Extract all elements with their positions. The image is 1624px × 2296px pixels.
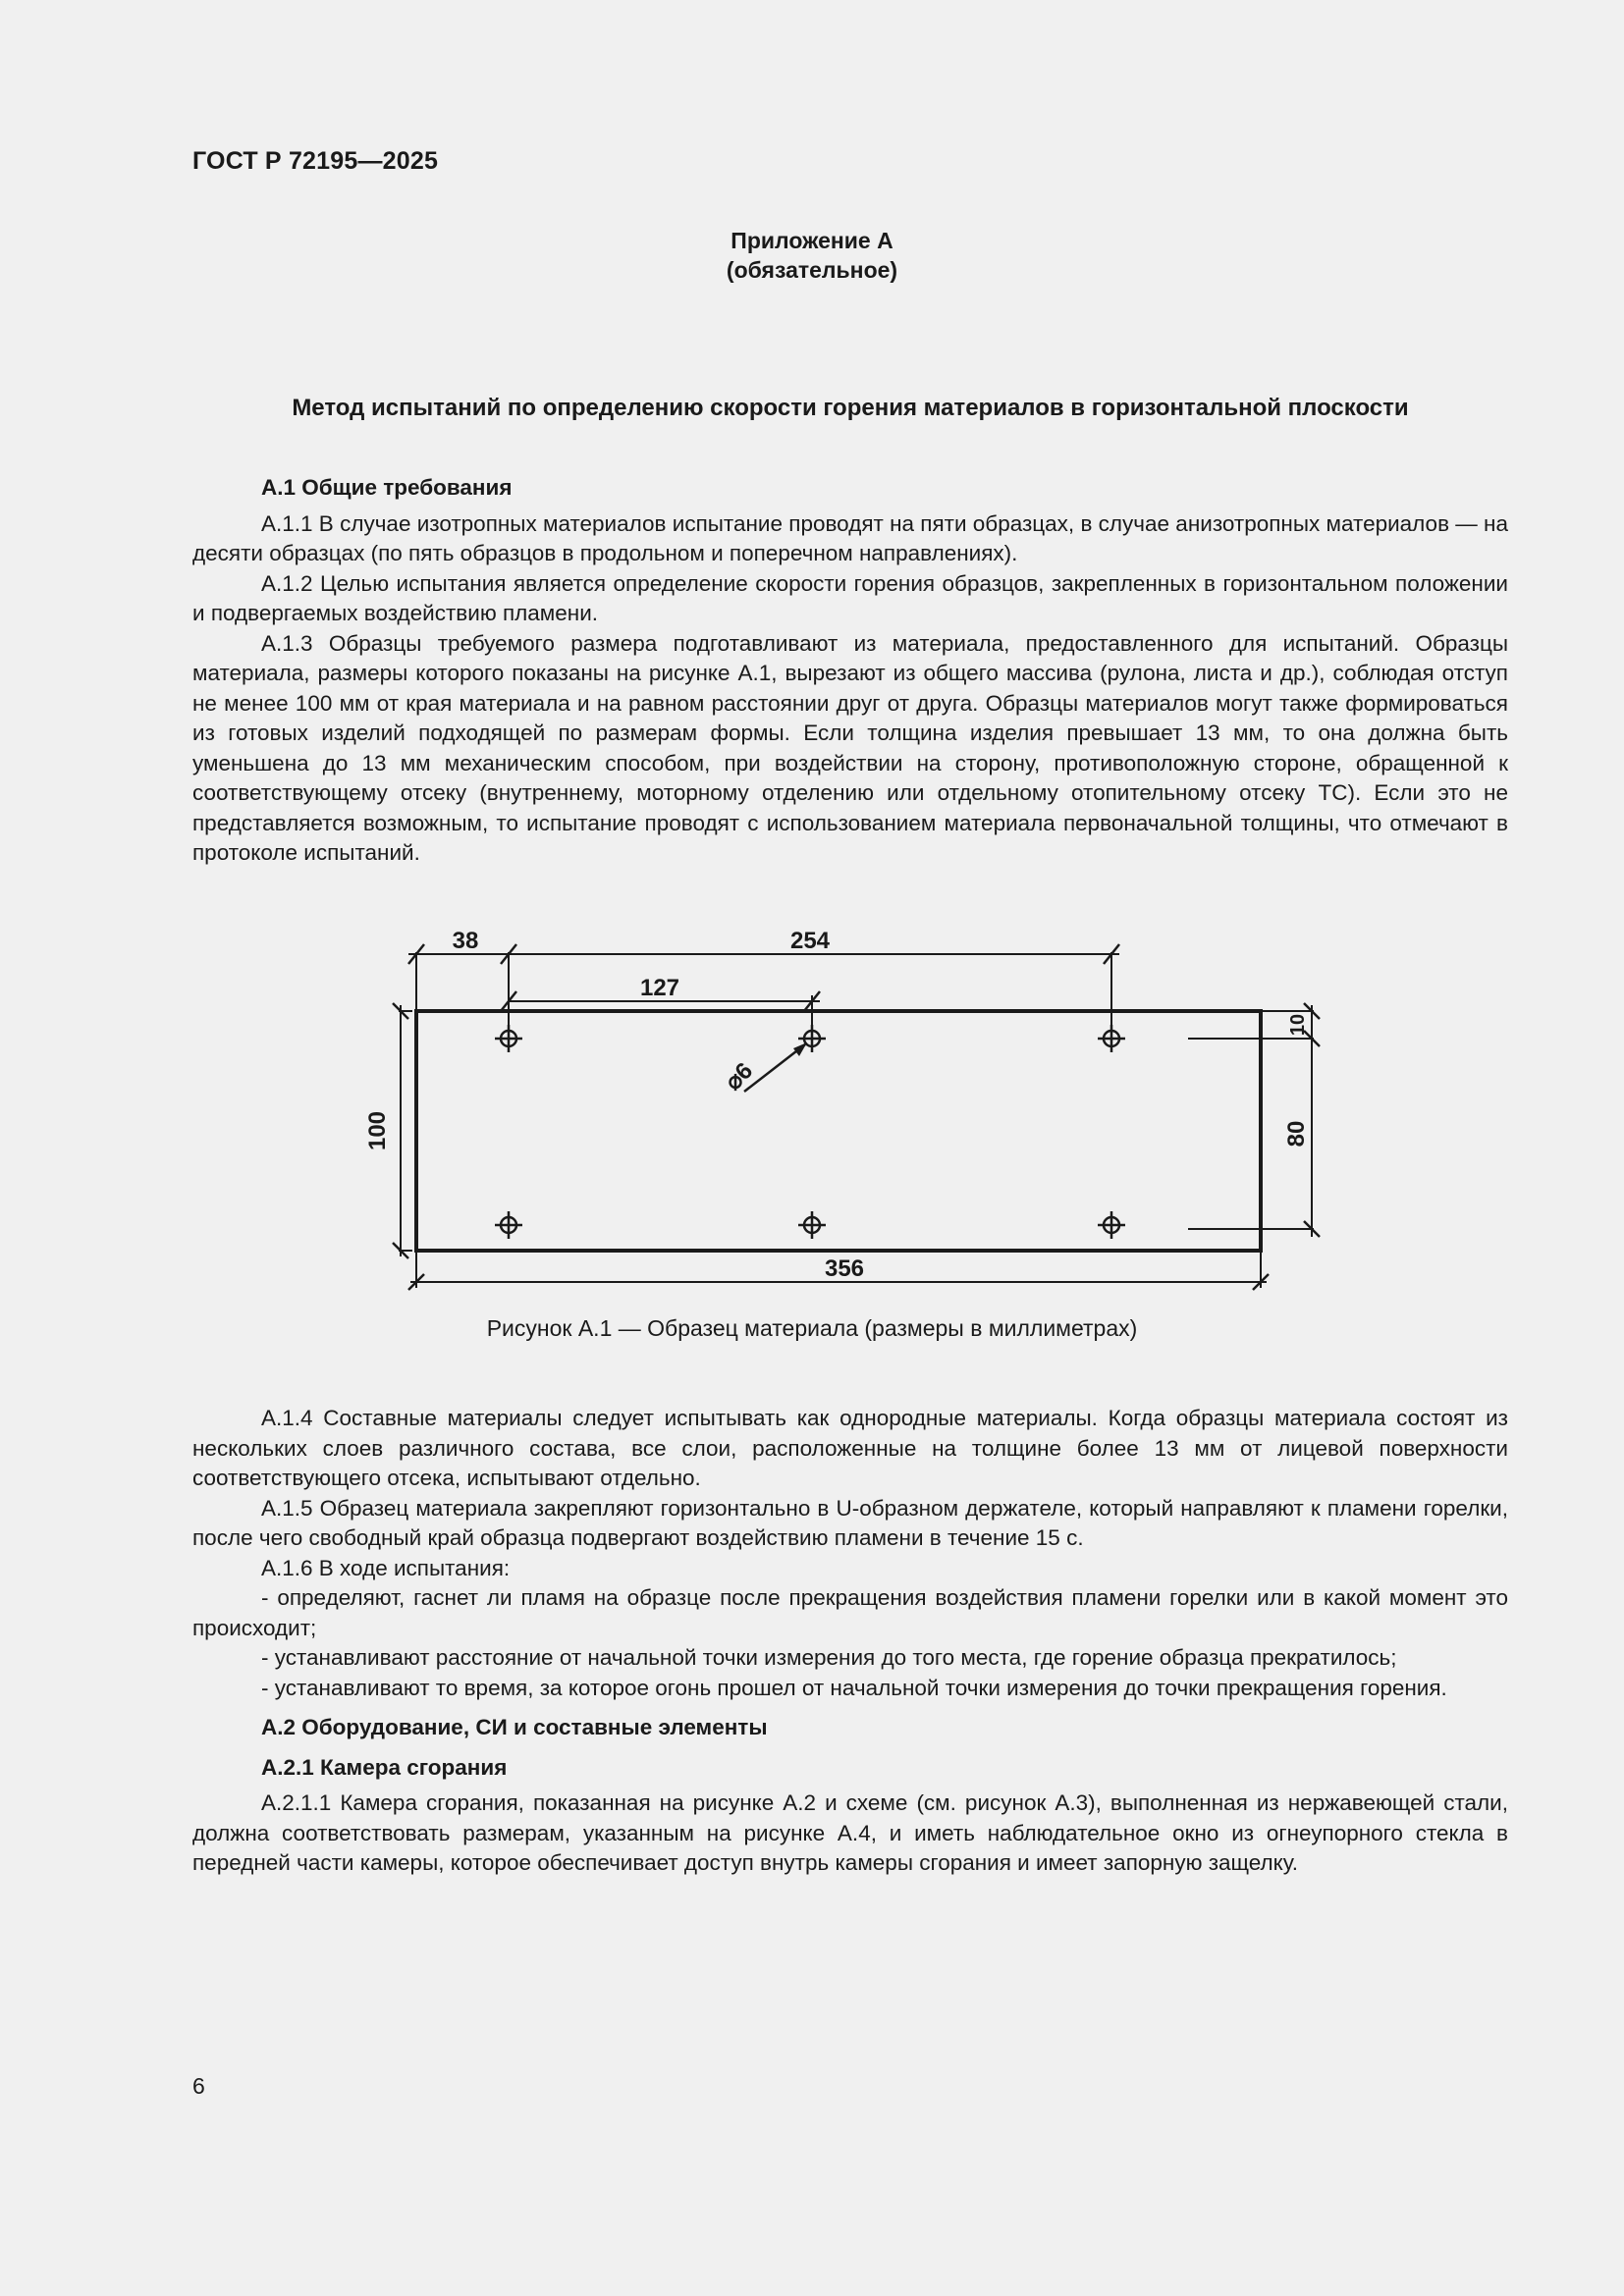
paragraph-a1-3: А.1.3 Образцы требуемого размера подготавливают из материала, предоставленного для испытаний. Образцы материала, размеры которого показаны на рисунке А.1, вырезают из общего массива (рулона, листа и др.), соблюдая отступ не менее 100 мм от края материала и на равном расстоянии друг от друга. Образцы материалов могут также формироваться из готовых изделий подходящей по размерам формы. Если толщина изделия превышает 13 мм, то она должна быть уменьшена до 13 мм механическим способом, при воздействии на сторону, противоположную стороне, обращенной к соответствующему отсеку (внутреннему, моторному отделению или отдельному отопительному отсеку ТС). Если это не представляется возможным, то испытание проводят с использованием материала первоначальной толщины, что отмечают в протоколе испытаний. [192, 630, 1508, 865]
paragraph-a1-2: А.1.2 Целью испытания является определение скорости горения образцов, закрепленных в горизонтальном положении и подвергаемых воздействию пламени. [192, 570, 1508, 625]
section-a2-1-heading: А.2.1 Камера сгорания [261, 1754, 508, 1780]
list-item: - устанавливают расстояние от начальной точки измерения до того места, где горение образца прекратилось; [261, 1645, 1397, 1670]
list-item: - устанавливают то время, за которое огонь прошел от начальной точки измерения до точки прекращения горения. [261, 1675, 1447, 1700]
dim-hole-span: 254 [789, 928, 831, 954]
hole [1098, 1025, 1125, 1052]
paragraph-a1-5: А.1.5 Образец материала закрепляют горизонтально в U-образном держателе, который направляют к пламени горелки, после чего свободный край образца подвергают воздействию пламени в течение 15 с. [192, 1495, 1508, 1550]
annex-status: (обязательное) [726, 257, 898, 283]
dim-hole-diameter: ⌀6 [720, 1057, 759, 1096]
dim-edge-offset: 10 [1287, 1013, 1309, 1037]
hole [495, 1025, 522, 1052]
paragraph-a1-1: А.1.1 В случае изотропных материалов испытание проводят на пяти образцах, в случае анизотропных материалов — на десяти образцах (по пять образцов в продольном и поперечном направлениях). [192, 510, 1508, 565]
paragraph-a1-4: А.1.4 Составные материалы следует испытывать как однородные материалы. Когда образцы материала состоят из нескольких слоев различного состава, все слои, расположенные на толщине более 13 мм от лицевой поверхности соответствующего отсека, испытывают отдельно. [192, 1406, 1508, 1490]
hole [495, 1211, 522, 1239]
dim-half-span: 127 [639, 975, 680, 1001]
figure-a1 [363, 913, 1345, 1306]
figure-caption: Рисунок А.1 — Образец материала (размеры в миллиметрах) [486, 1315, 1138, 1341]
hole [1098, 1211, 1125, 1239]
dim-height: 100 [364, 1110, 391, 1151]
mounting-holes [495, 1025, 1125, 1239]
dim-row-spacing: 80 [1283, 1120, 1310, 1148]
annex-title: Приложение А [731, 228, 893, 253]
dim-offset: 38 [452, 928, 479, 954]
section-a1 [192, 473, 1508, 869]
section-a1-continued [192, 1404, 1508, 1879]
paragraph-a1-6: А.1.6 В ходе испытания: [261, 1555, 511, 1580]
page-number: 6 [192, 2073, 205, 2099]
method-title: Метод испытаний по определению скорости горения материалов в горизонтальной плоскости [292, 395, 1409, 421]
section-a2-heading: А.2 Оборудование, СИ и составные элементы [261, 1715, 768, 1739]
specimen-outline [416, 1011, 1261, 1251]
dim-length: 356 [824, 1255, 865, 1282]
annex-heading [0, 226, 1624, 285]
specimen-drawing [363, 913, 1345, 1306]
section-a1-heading: А.1 Общие требования [261, 475, 513, 500]
document-id: ГОСТ Р 72195—2025 [192, 147, 439, 175]
list-item: - определяют, гаснет ли пламя на образце после прекращения воздействия пламени горелки или в какой момент это происходит; [192, 1585, 1508, 1640]
hole [798, 1211, 826, 1239]
paragraph-a2-1-1: А.2.1.1 Камера сгорания, показанная на рисунке А.2 и схеме (см. рисунок А.3), выполненная из нержавеющей стали, должна соответствовать размерам, указанным на рисунке А.4, и иметь наблюдательное окно из огнеупорного стекла в передней части камеры, которое обеспечивает доступ внутрь камеры сгорания и имеет запорную защелку. [192, 1790, 1508, 1875]
